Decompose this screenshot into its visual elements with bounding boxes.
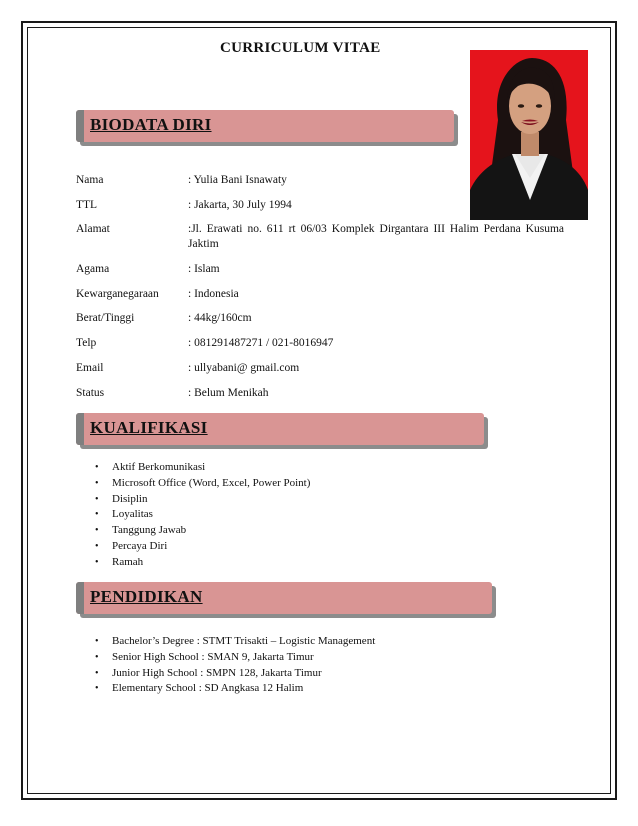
bullet-icon: • <box>95 525 99 537</box>
list-item <box>93 492 310 508</box>
list-item <box>93 555 310 571</box>
list-item-text: Disiplin <box>112 492 148 505</box>
section-heading-label: KUALIFIKASI <box>90 418 208 437</box>
list-item-text: Percaya Diri <box>112 539 168 552</box>
kualifikasi-list <box>93 460 310 571</box>
list-item <box>93 650 375 666</box>
biodata-label: Berat/Tinggi <box>76 312 135 324</box>
biodata-value: : Yulia Bani Isnawaty <box>188 174 287 186</box>
document-title: CURRICULUM VITAE <box>220 40 381 56</box>
list-item-text: Ramah <box>112 555 144 568</box>
section-heading-kualifikasi <box>76 413 484 445</box>
profile-photo <box>470 50 588 220</box>
portrait-image <box>470 50 588 220</box>
biodata-label: Agama <box>76 263 110 275</box>
bullet-icon: • <box>95 636 99 647</box>
section-heading-label: PENDIDIKAN <box>90 587 203 606</box>
biodata-value: : Indonesia <box>188 288 239 300</box>
section-heading-biodata <box>76 110 454 142</box>
biodata-label: Nama <box>76 174 104 186</box>
list-item <box>93 476 310 492</box>
biodata-label: Status <box>76 387 105 399</box>
biodata-value: : Islam <box>188 263 220 275</box>
section-heading-pendidikan <box>76 582 492 614</box>
list-item-text: Senior High School : SMAN 9, Jakarta Timur <box>112 650 314 663</box>
list-item <box>93 507 310 523</box>
section-heading-label: BIODATA DIRI <box>90 115 212 134</box>
biodata-value: : Belum Menikah <box>188 387 269 399</box>
biodata-value: : ullyabani@ gmail.com <box>188 362 300 374</box>
bullet-icon: • <box>95 493 99 505</box>
pendidikan-list <box>93 634 375 697</box>
list-item <box>93 634 375 650</box>
list-item-text: Tanggung Jawab <box>112 524 187 537</box>
list-item-text: Elementary School : SD Angkasa 12 Halim <box>112 682 304 695</box>
list-item-text: Aktif Berkomunikasi <box>112 461 206 473</box>
list-item <box>93 539 310 555</box>
bullet-icon: • <box>95 667 99 679</box>
list-item <box>93 460 310 476</box>
biodata-value: : Jakarta, 30 July 1994 <box>188 199 292 211</box>
list-item <box>93 666 375 682</box>
bullet-icon: • <box>95 477 99 489</box>
list-item-text: Microsoft Office (Word, Excel, Power Point) <box>112 476 311 489</box>
biodata-value: :Jl. Erawati no. 611 rt 06/03 Komplek Dirgantara III Halim Perdana Kusuma Jaktim <box>188 223 564 250</box>
biodata-label: Alamat <box>76 223 110 235</box>
heading-stripe <box>76 413 84 445</box>
biodata-label: Kewarganegaraan <box>76 288 159 300</box>
heading-stripe <box>76 582 84 614</box>
list-item-text: Loyalitas <box>112 508 153 521</box>
biodata-label: Telp <box>76 337 97 349</box>
bullet-icon: • <box>95 540 99 552</box>
heading-stripe <box>76 110 84 142</box>
bullet-icon: • <box>95 683 99 695</box>
biodata-label: TTL <box>76 199 98 211</box>
list-item-text: Bachelor’s Degree : STMT Trisakti – Logistic Management <box>112 635 376 647</box>
biodata-label: Email <box>76 362 104 374</box>
bullet-icon: • <box>95 509 99 521</box>
biodata-value: : 081291487271 / 021-8016947 <box>188 337 334 349</box>
list-item <box>93 681 375 697</box>
biodata-value: : 44kg/160cm <box>188 312 252 324</box>
bullet-icon: • <box>95 651 99 663</box>
list-item <box>93 523 310 539</box>
list-item-text: Junior High School : SMPN 128, Jakarta Timur <box>112 666 322 679</box>
bullet-icon: • <box>95 556 99 568</box>
bullet-icon: • <box>95 462 99 473</box>
